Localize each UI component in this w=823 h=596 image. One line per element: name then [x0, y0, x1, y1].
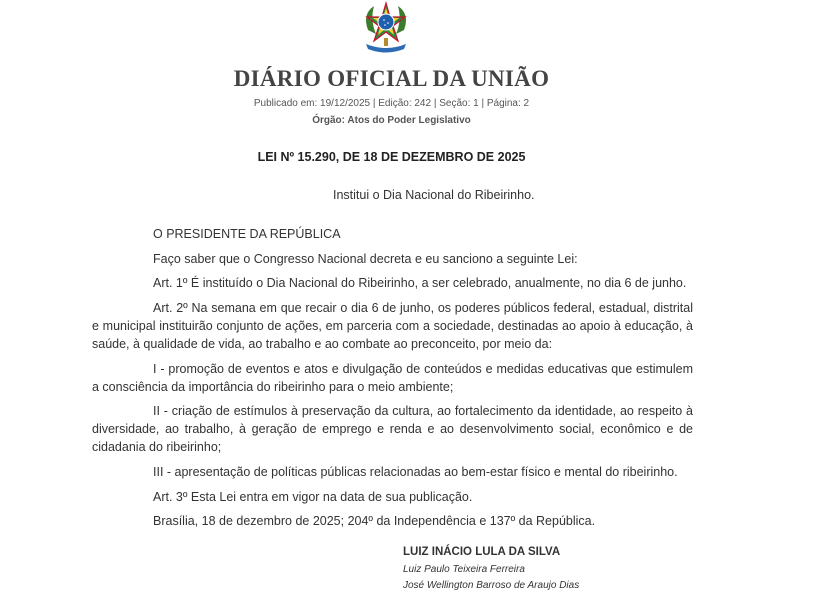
article-2: Art. 2º Na semana em que recair o dia 6 de junho, os poderes públicos federal, estadual, distrital e municipal instituirão conjunto de ações, em parceria com a sociedade, destinadas ao apoio à educação, à saúde, à qualidade de vida, ao trabalho e ao combate ao preconceito, por meio da:: [92, 301, 693, 351]
president-signature: LUIZ INÁCIO LULA DA SILVA: [403, 546, 561, 558]
date-place: Brasília, 18 de dezembro de 2025; 204º da Independência e 137º da República.: [153, 514, 596, 528]
item-iii: III - apresentação de políticas públicas relacionadas ao bem-estar físico e mental do ribeirinho.: [153, 465, 678, 479]
article-1: Art. 1º É instituído o Dia Nacional do Ribeirinho, a ser celebrado, anualmente, no dia 6 de junho.: [153, 276, 687, 290]
item-ii: II - criação de estímulos à preservação da cultura, ao fortalecimento da identidade, ao respeito à diversidade, ao trabalho, à geração de emprego e renda e ao desenvolvimento social, econômico e de cidadania do ribeirinho;: [92, 404, 693, 454]
coat-of-arms-icon: [360, 0, 412, 56]
preamble-heading: O PRESIDENTE DA REPÚBLICA: [153, 227, 341, 241]
article-3: Art. 3º Esta Lei entra em vigor na data de sua publicação.: [153, 490, 473, 504]
issuing-body: Órgão: Atos do Poder Legislativo: [312, 115, 471, 126]
enactment-clause: Faço saber que o Congresso Nacional decreta e eu sanciono a seguinte Lei:: [153, 252, 578, 266]
cosigner: José Wellington Barroso de Araujo Dias: [403, 580, 580, 591]
cosigner: Luiz Paulo Teixeira Ferreira: [403, 564, 525, 575]
act-summary: Institui o Dia Nacional do Ribeirinho.: [333, 188, 535, 202]
act-title: LEI Nº 15.290, DE 18 DE DEZEMBRO DE 2025: [257, 150, 526, 164]
publication-meta: Publicado em: 19/12/2025 | Edição: 242 | Seção: 1 | Página: 2: [253, 98, 530, 109]
gazette-title: DIÁRIO OFICIAL DA UNIÃO: [233, 66, 550, 91]
item-i: I - promoção de eventos e atos e divulgação de conteúdos e medidas educativas que estimulem a consciência da importância do ribeirinho para o meio ambiente;: [92, 362, 693, 394]
